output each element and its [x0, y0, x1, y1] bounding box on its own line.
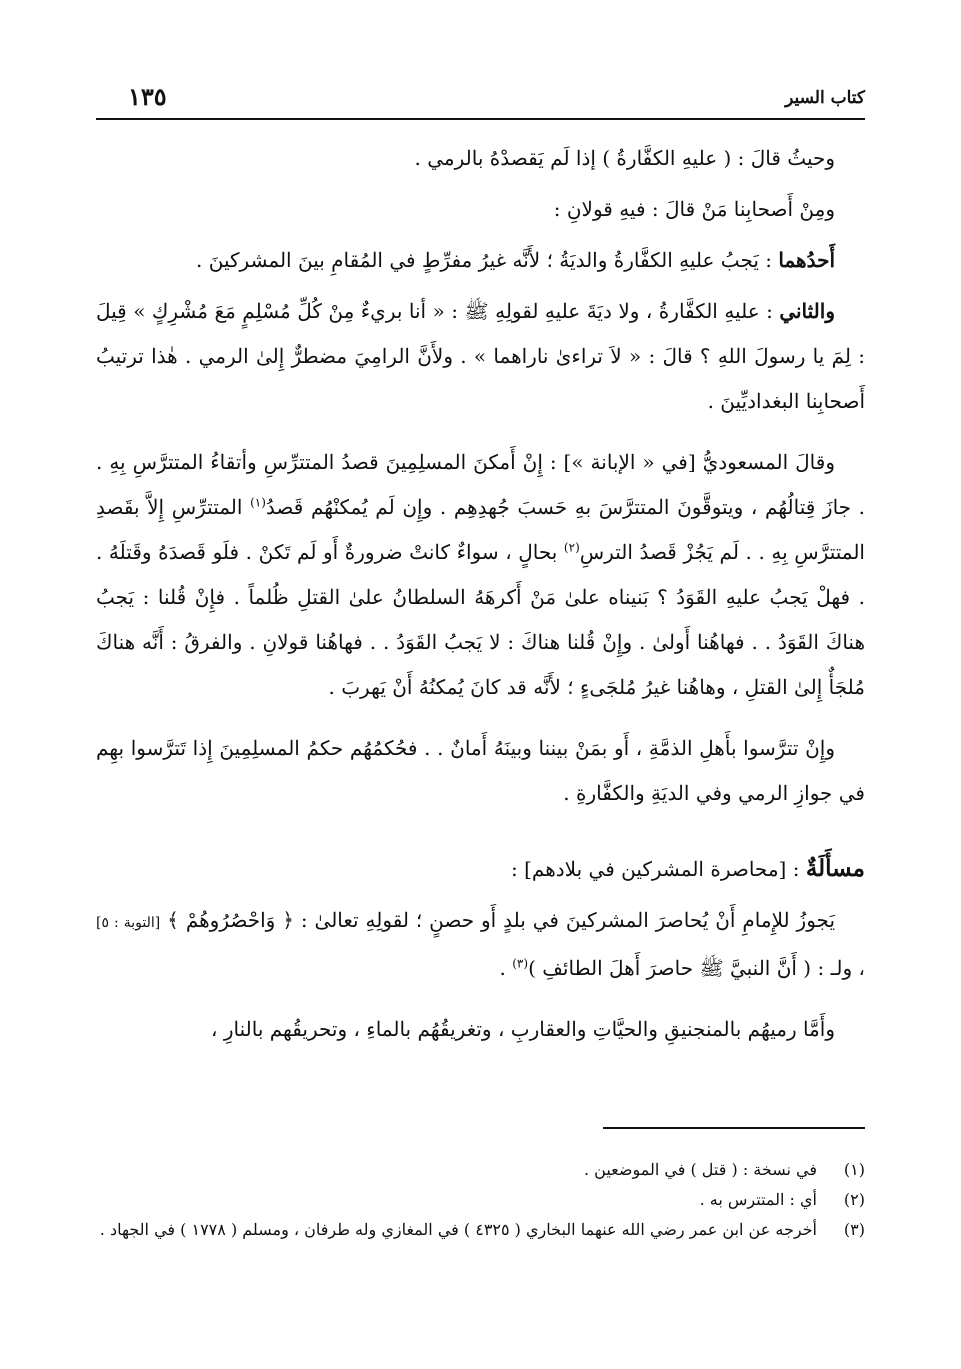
paragraph-8	[96, 898, 865, 991]
footnote-number: (٣)	[843, 1220, 865, 1239]
main-text	[96, 136, 865, 1058]
paragraph-3	[96, 238, 865, 283]
footnote-item	[96, 1186, 865, 1213]
first-opinion-text: : يَجبُ عليهِ الكفَّارةُ والديَةُ ؛ لأَنَّه غيرُ مفرِّطٍ في المُقامِ بينَ المشركينَ .	[196, 248, 779, 272]
first-opinion-label: أَحدُهما	[778, 248, 835, 272]
paragraph-6: وإِنْ تترَّسوا بأَهلِ الذمَّةِ ، أَو بمَنْ بيننا وبينَهُ أَمانٌ . . فحُكمُهُم حكمُ المسلِمِينَ إِذا تَترَّسوا بهِم في جوازِ الرمي وفي الديَةِ والكفَّارةِ .	[96, 736, 865, 805]
second-opinion-label: والثاني	[779, 299, 835, 323]
footnote-ref-3[interactable]: (٣)	[512, 956, 529, 971]
masala-label: مسأَلَةٌ	[805, 855, 865, 882]
masala-title: : [محاصرة المشركين في بلادهم] :	[511, 857, 806, 881]
footnote-ref-1[interactable]: (١)	[250, 495, 266, 510]
paragraph-4	[96, 289, 865, 424]
siege-text-1: يَجوزُ للإِمامِ أَنْ يُحاصرَ المشركينَ في بلدٍ أَو حصنٍ ؛ لقولِهِ تعالىٰ : ﴿ وَاحْصُرُوهُمْ ﴾	[160, 908, 836, 932]
paragraph-5	[96, 440, 865, 710]
footnote-text: أي : المتترس به .	[699, 1190, 817, 1209]
footnote-text: أخرجه عن ابن عمر رضي الله عنهما البخاري ( ٤٣٢٥ ) في المغازي وله طرفان ، ومسلم ( ١٧٧٨ ) في الجهاد .	[99, 1220, 817, 1239]
footnote-item	[96, 1216, 865, 1243]
page-header	[96, 78, 865, 120]
paragraph-2: ومِنْ أَصحابِنا مَنْ قالَ : فيهِ قولانِ :	[553, 197, 835, 221]
footnote-separator	[603, 1127, 865, 1129]
masudi-text-1: وقالَ المسعوديُّ [في « الإبانة »] : إِنْ أَمكنَ المسلِمِينَ قصدُ المتترِّسِ وأتقاءُ المتترَّسِ بِهِ . . جازَ قِتالُهُم ، ويتوقَّونَ المتترَّسَ بهِ حَسبَ جُهدِهِم . وإِن لَم يُمكنْهُم قَصدُ	[96, 450, 866, 519]
footnote-text: في نسخة : ( قتل ) في الموضعين .	[584, 1160, 817, 1179]
footnote-number: (٢)	[843, 1190, 865, 1209]
masudi-text-2: المتترِّسِ إِلاَّ بقَصدِ المتترَّسِ بِهِ . . لَم يَجُزْ قَصدُ الترسِ	[96, 495, 865, 564]
masala-heading	[96, 846, 865, 892]
second-opinion-text: : عليهِ الكفَّارةُ ، ولا ديَةَ عليهِ لقولِهِ ﷺ : « أنا بريءٌ مِنْ كُلِّ مُسْلِمٍ مَعَ مُشْرِكٍ » قِيلَ : لِمَ يا رسولَ اللهِ ؟ قالَ : « لاَ تراءىٰ ناراهما » . ولأَنَّ الرامِيَ مضطرٌّ إِلىٰ الرمي . هٰذا ترتيبُ أَصحابِنا البغداديِّينَ .	[96, 299, 865, 413]
quran-reference: [التوبة : ٥]	[96, 915, 161, 931]
siege-text-3: .	[499, 956, 513, 980]
paragraph-9: وأَمَّا رميهُم بالمنجنيقِ والحيَّاتِ والعقاربِ ، وتغريقُهُم بالماءِ ، وتحريقُهم بالنارِ ،	[211, 1017, 835, 1041]
footnote-item	[96, 1156, 865, 1183]
footnote-number: (١)	[843, 1160, 865, 1179]
page-number: ١٣٥	[128, 82, 167, 111]
siege-text-2: ، ولـ : ( أَنَّ النبيَّ ﷺ حاصرَ أَهلَ الطائفِ )	[528, 956, 865, 980]
paragraph-1: وحيثُ قالَ : ( عليهِ الكفَّارةُ ) إذا لَم يَقصدْهُ بالرمي .	[414, 146, 835, 170]
footnote-ref-2[interactable]: (٢)	[563, 540, 580, 555]
book-title: كتاب السير	[785, 88, 865, 108]
footnotes	[96, 1156, 865, 1246]
masudi-text-3: بحالٍ ، سواءٌ كانتْ ضرورةٌ أَو لَم تَكنْ . فلَو قَصدَهُ وقَتلَهُ . . فهلْ يَجبُ عليهِ القَوَدُ ؟ بَنيناه علىٰ مَنْ أَكرهَهُ السلطانُ علىٰ القتلِ ظُلماً . فإِنْ قُلنا : يَجبُ هناكَ القَوَدُ . . فهاهُنا أَولىٰ . وإِنْ قُلنا هناكَ : لا يَجبُ القَوَدُ . . فهاهُنا قولانِ . والفرقُ : أَنَّه هناكَ مُلجَأٌ إِلىٰ القتلِ ، وهاهُنا غيرُ مُلجَىءٍ ؛ لأَنَّه قد كانَ يُمكنُهُ أَنْ يَهربَ .	[96, 540, 865, 699]
